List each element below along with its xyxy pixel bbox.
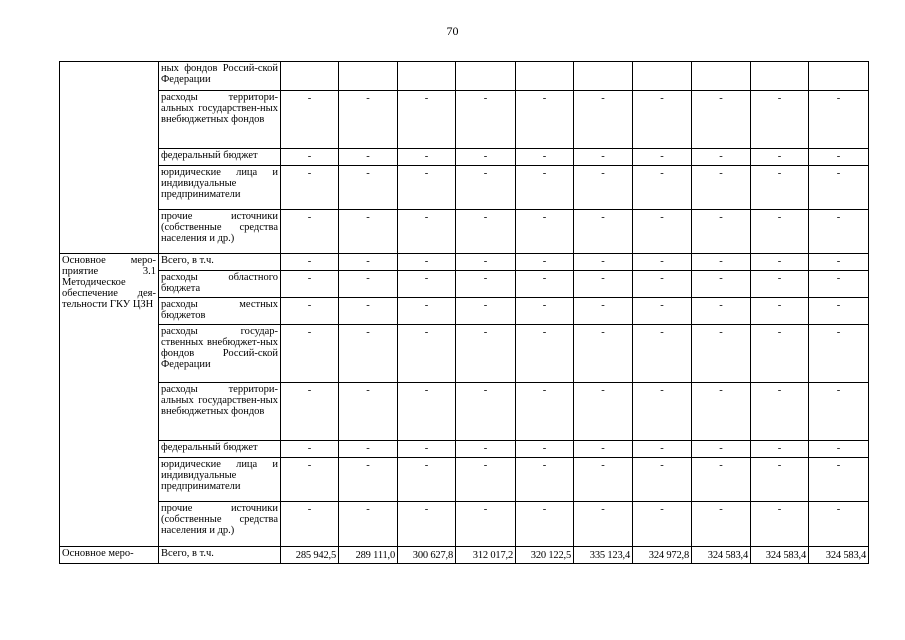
table-row [60,91,869,149]
funding-source-cell: расходы областного бюджета [159,271,281,298]
value-cell: - [281,271,339,298]
value-cell: - [398,458,456,502]
value-cell: - [692,254,751,271]
value-cell: - [692,149,751,166]
table-row [60,502,869,547]
value-cell: - [809,458,869,502]
value-cell: - [692,325,751,383]
value-cell: - [398,383,456,441]
value-cell: - [339,271,398,298]
value-cell: - [281,325,339,383]
value-cell: - [339,441,398,458]
value-cell: - [516,298,574,325]
value-cell: - [809,325,869,383]
value-cell: - [574,149,633,166]
value-cell: - [456,271,516,298]
value-cell [633,62,692,91]
table-row [60,298,869,325]
value-cell [692,62,751,91]
value-cell: - [751,298,809,325]
value-cell: - [281,166,339,210]
funding-source-cell: прочие источники (собственные средства населения и др.) [159,210,281,254]
funding-source-cell: расходы государ-ственных внебюджет-ных фондов Россий-ской Федерации [159,325,281,383]
value-cell [398,62,456,91]
value-cell: - [516,149,574,166]
value-cell: - [456,166,516,210]
value-cell: 324 972,8 [633,547,692,564]
value-cell: - [692,166,751,210]
value-cell: - [339,254,398,271]
value-cell: - [692,271,751,298]
value-cell: 285 942,5 [281,547,339,564]
value-cell: - [633,383,692,441]
value-cell: - [456,149,516,166]
value-cell: 320 122,5 [516,547,574,564]
value-cell: - [633,210,692,254]
value-cell: - [398,441,456,458]
value-cell: - [751,441,809,458]
funding-source-cell: ных фондов Россий-ской Федерации [159,62,281,91]
table-row [60,62,869,91]
value-cell: - [281,254,339,271]
value-cell: - [456,441,516,458]
value-cell [516,62,574,91]
value-cell: - [281,210,339,254]
value-cell [809,62,869,91]
value-cell: 324 583,4 [692,547,751,564]
value-cell: - [633,91,692,149]
funding-source-cell: расходы территори-альных государствен-ных внебюджетных фондов [159,383,281,441]
value-cell: - [281,383,339,441]
value-cell: - [751,383,809,441]
value-cell: - [633,166,692,210]
value-cell: - [456,383,516,441]
value-cell: - [398,210,456,254]
value-cell: - [692,298,751,325]
value-cell: - [516,441,574,458]
value-cell: - [339,383,398,441]
value-cell: - [398,325,456,383]
value-cell: - [751,166,809,210]
value-cell: - [516,254,574,271]
value-cell: 300 627,8 [398,547,456,564]
value-cell: - [516,502,574,547]
value-cell: - [456,91,516,149]
value-cell: - [751,210,809,254]
value-cell: - [574,271,633,298]
value-cell: - [516,458,574,502]
value-cell: - [574,254,633,271]
value-cell: - [574,458,633,502]
funding-source-cell: федеральный бюджет [159,149,281,166]
value-cell: - [633,298,692,325]
value-cell: - [751,254,809,271]
value-cell: - [692,210,751,254]
value-cell: - [633,149,692,166]
value-cell: - [692,502,751,547]
value-cell: 289 111,0 [339,547,398,564]
value-cell [281,62,339,91]
value-cell: - [809,298,869,325]
value-cell: - [633,458,692,502]
value-cell: - [692,441,751,458]
value-cell: - [281,298,339,325]
value-cell: - [339,166,398,210]
value-cell: - [574,441,633,458]
funding-source-cell: юридические лица и индивидуальные предприниматели [159,166,281,210]
value-cell: - [751,502,809,547]
value-cell: - [516,210,574,254]
table-row [60,441,869,458]
funding-source-cell: прочие источники (собственные средства населения и др.) [159,502,281,547]
value-cell: - [574,383,633,441]
value-cell: - [751,91,809,149]
funding-source-cell: юридические лица и индивидуальные предприниматели [159,458,281,502]
value-cell: - [281,149,339,166]
value-cell: - [751,271,809,298]
table-row [60,383,869,441]
value-cell: - [339,210,398,254]
value-cell: - [339,325,398,383]
value-cell: 312 017,2 [456,547,516,564]
value-cell: - [574,298,633,325]
measure-cell [60,62,159,254]
funding-source-cell: федеральный бюджет [159,441,281,458]
value-cell [574,62,633,91]
value-cell: - [809,271,869,298]
value-cell: - [516,271,574,298]
funding-source-cell: расходы местных бюджетов [159,298,281,325]
value-cell: - [456,298,516,325]
value-cell: 335 123,4 [574,547,633,564]
value-cell: - [398,254,456,271]
value-cell: - [692,383,751,441]
value-cell: - [398,271,456,298]
value-cell: - [339,298,398,325]
value-cell: - [574,502,633,547]
value-cell: - [633,502,692,547]
value-cell: - [751,149,809,166]
value-cell: - [398,149,456,166]
value-cell: - [809,91,869,149]
value-cell: - [398,502,456,547]
value-cell: - [281,441,339,458]
budget-table [59,61,869,564]
page-number: 70 [446,24,459,38]
value-cell: - [281,91,339,149]
value-cell: - [456,502,516,547]
value-cell: - [339,502,398,547]
value-cell: - [751,325,809,383]
value-cell: - [809,441,869,458]
funding-source-cell: Всего, в т.ч. [159,254,281,271]
value-cell: - [398,166,456,210]
value-cell: - [574,166,633,210]
value-cell: - [398,298,456,325]
value-cell: - [633,271,692,298]
table-row [60,210,869,254]
table-row [60,547,869,564]
value-cell: - [516,91,574,149]
value-cell: - [574,325,633,383]
value-cell: - [516,166,574,210]
value-cell: - [456,458,516,502]
value-cell: - [456,210,516,254]
value-cell: 324 583,4 [809,547,869,564]
value-cell: - [809,166,869,210]
table-row [60,254,869,271]
funding-source-cell: Всего, в т.ч. [159,547,281,564]
table-row [60,458,869,502]
value-cell [339,62,398,91]
measure-cell: Основное меро-приятие 3.1 Методическое обеспечение дея-тельности ГКУ ЦЗН [60,254,159,547]
measure-cell: Основное меро- [60,547,159,564]
value-cell: - [633,441,692,458]
value-cell: - [281,502,339,547]
table-row [60,325,869,383]
value-cell: - [398,91,456,149]
value-cell: - [809,210,869,254]
value-cell: - [751,458,809,502]
value-cell [456,62,516,91]
table-row [60,271,869,298]
value-cell: 324 583,4 [751,547,809,564]
value-cell: - [574,210,633,254]
value-cell: - [516,383,574,441]
value-cell: - [692,458,751,502]
value-cell: - [339,458,398,502]
value-cell: - [339,91,398,149]
value-cell: - [692,91,751,149]
funding-source-cell: расходы территори-альных государствен-ных внебюджетных фондов [159,91,281,149]
table-row [60,149,869,166]
value-cell: - [281,458,339,502]
value-cell: - [809,149,869,166]
value-cell: - [339,149,398,166]
value-cell: - [633,254,692,271]
value-cell: - [809,502,869,547]
value-cell: - [456,254,516,271]
value-cell: - [456,325,516,383]
value-cell: - [809,254,869,271]
value-cell: - [809,383,869,441]
value-cell: - [574,91,633,149]
table-row [60,166,869,210]
value-cell [751,62,809,91]
value-cell: - [633,325,692,383]
value-cell: - [516,325,574,383]
